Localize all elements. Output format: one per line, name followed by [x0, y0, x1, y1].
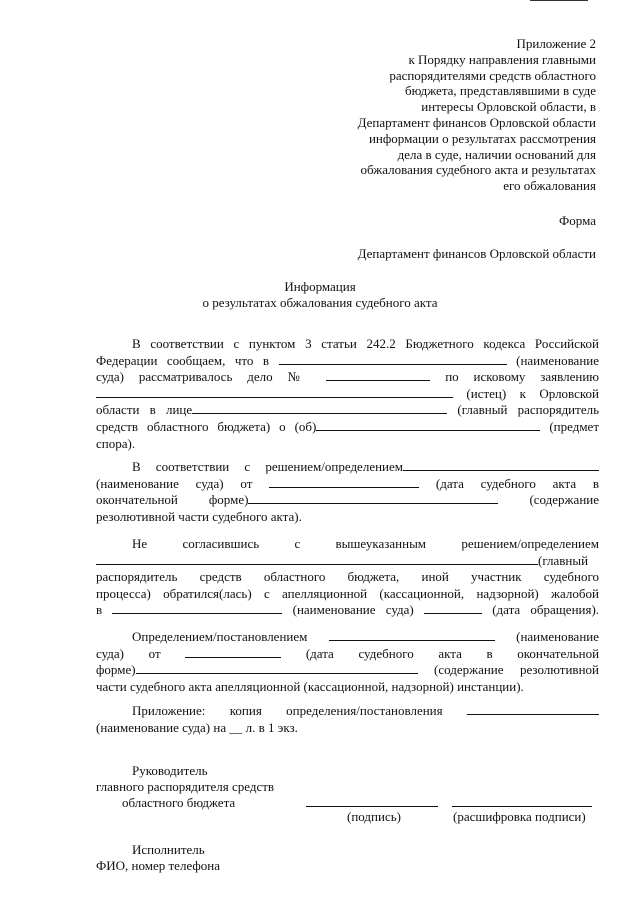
blank-appeal-court[interactable] — [112, 602, 282, 614]
text-line — [96, 369, 599, 386]
text-line — [96, 679, 599, 696]
text-fragment: (содержание — [529, 492, 599, 508]
text-fragment: (дата судебного акта в — [435, 475, 600, 491]
text-line — [96, 646, 599, 663]
text-fragment: от — [148, 645, 161, 661]
text-fragment: решением/определением — [461, 536, 599, 551]
text-fragment: распорядитель средств областного бюджета, иной участник судебного — [96, 569, 599, 585]
text-line — [96, 509, 599, 526]
text-line — [96, 436, 599, 453]
appendix-line: Департамент финансов Орловской области — [357, 114, 596, 130]
text-line — [96, 459, 599, 476]
text-fragment: области в лице — [96, 402, 193, 418]
signer-title-line1: Руководитель — [132, 763, 208, 778]
text-line — [96, 662, 599, 679]
text-line — [96, 720, 599, 737]
text-line — [96, 629, 599, 646]
text-fragment: (содержание резолютивной — [433, 662, 599, 678]
signer-title-line3: областного бюджета — [122, 795, 236, 810]
text-fragment: вышеуказанным — [335, 536, 427, 551]
appendix-line: интересы Орловской области, в — [421, 99, 596, 115]
text-fragment: процесса) обратился(лась) с апелляционной (кассационной, надзорной) жалобой — [96, 585, 599, 601]
text-line — [96, 569, 599, 586]
text-fragment: (дата — [305, 645, 334, 661]
text-fragment: (предмет — [549, 418, 600, 434]
text-fragment: (главный распорядитель — [457, 402, 600, 418]
text-line — [96, 419, 599, 436]
text-line — [96, 476, 599, 493]
paragraph-case-info — [96, 336, 599, 452]
text-fragment: акта — [438, 645, 462, 661]
paragraph-appeal — [96, 536, 599, 619]
text-fragment: спора). — [96, 435, 136, 451]
paragraph-attachment — [96, 703, 599, 736]
text-fragment: в — [486, 645, 493, 661]
appendix-line: Приложение 2 — [516, 36, 596, 51]
appendix-note — [306, 36, 596, 194]
text-fragment: в — [96, 602, 103, 618]
text-fragment: судебного — [358, 645, 414, 661]
text-fragment: средств областного бюджета) о (об) — [96, 418, 317, 434]
blank-appellant[interactable] — [96, 553, 538, 565]
text-line — [96, 386, 599, 403]
blank-distributor[interactable] — [192, 402, 447, 414]
text-fragment: окончательной — [517, 645, 600, 661]
text-fragment: В соответствии с пунктом 3 статьи 242.2 Бюджетного кодекса Российской — [132, 336, 599, 351]
text-fragment: форме) — [96, 662, 136, 678]
text-fragment: окончательной форме) — [96, 492, 249, 508]
text-fragment: (дата обращения). — [492, 602, 600, 618]
blank-court-name[interactable] — [279, 353, 507, 365]
signature-caption: (подпись) — [347, 809, 401, 824]
appendix-line: обжалования судебного акта и результатах — [360, 162, 596, 178]
text-fragment: (наименование суда) — [292, 602, 414, 618]
blank-attachment[interactable] — [467, 703, 599, 715]
text-line — [96, 602, 599, 619]
text-line — [96, 553, 599, 570]
blank-decision-content[interactable] — [248, 492, 498, 504]
form-label: Форма — [559, 213, 596, 228]
text-line — [96, 703, 599, 720]
text-fragment: Определением/постановлением — [132, 629, 308, 644]
text-fragment: Приложение: копия определения/постановления — [132, 703, 443, 718]
blank-case-number[interactable] — [326, 369, 430, 381]
text-fragment: В соответствии с решением/определением — [132, 459, 403, 474]
text-fragment: (наименование суда) на __ л. в 1 экз. — [96, 719, 298, 735]
appendix-line: бюджета, представлявшими в суде — [404, 83, 596, 99]
text-fragment: Федерации сообщаем, что в — [96, 352, 270, 368]
document-title: Информация — [284, 279, 356, 294]
signature-decode-line[interactable] — [452, 806, 592, 807]
appendix-line: распорядителями средств областного — [389, 67, 596, 83]
paragraph-decision — [96, 459, 599, 525]
signature-line[interactable] — [306, 806, 438, 807]
top-edge-line — [530, 0, 588, 1]
text-fragment: согласившись — [182, 536, 260, 551]
text-fragment: Не — [132, 536, 148, 551]
appendix-line: к Порядку направления главными — [408, 51, 596, 67]
blank-ruling[interactable] — [329, 629, 495, 641]
text-fragment: (наименование суда) от — [96, 475, 253, 491]
text-line — [96, 336, 599, 353]
appendix-line: дела в суде, наличии оснований для — [397, 146, 596, 162]
text-line — [96, 492, 599, 509]
paragraph-appeal-result — [96, 629, 599, 695]
signer-title-line2: главного распорядителя средств — [96, 779, 275, 794]
blank-ruling-content[interactable] — [136, 662, 418, 674]
blank-decision-date[interactable] — [269, 476, 419, 488]
text-fragment: резолютивной части судебного акта). — [96, 508, 302, 524]
appendix-line: информации о результатах рассмотрения — [368, 130, 596, 146]
blank-ruling-date[interactable] — [185, 646, 281, 658]
executor-contact: ФИО, номер телефона — [96, 858, 221, 873]
text-fragment: (наименование — [516, 629, 600, 644]
recipient-department: Департамент финансов Орловской области — [357, 246, 596, 261]
text-line — [96, 536, 599, 553]
executor-label: Исполнитель — [132, 842, 205, 857]
text-fragment: (наименование — [516, 352, 600, 368]
text-line — [96, 402, 599, 419]
text-fragment: с — [294, 536, 301, 551]
appendix-line: его обжалования — [503, 178, 596, 194]
signature-decode-caption: (расшифровка подписи) — [453, 809, 586, 824]
blank-appeal-date[interactable] — [424, 602, 482, 614]
blank-subject[interactable] — [316, 419, 540, 431]
text-fragment: суда) рассматривалось дело № — [96, 369, 312, 385]
text-line — [96, 586, 599, 603]
text-fragment: (истец) к Орловской — [466, 385, 600, 401]
text-fragment: части судебного акта апелляционной (кассационной, надзорной) инстанции). — [96, 678, 524, 694]
blank-decision[interactable] — [403, 459, 599, 471]
document-subtitle: о результатах обжалования судебного акта — [202, 295, 438, 310]
text-fragment: по исковому заявлению — [445, 369, 600, 385]
text-fragment: суда) — [96, 645, 124, 661]
blank-plaintiff[interactable] — [96, 386, 453, 398]
text-line — [96, 353, 599, 370]
text-fragment: (главный — [538, 552, 589, 568]
